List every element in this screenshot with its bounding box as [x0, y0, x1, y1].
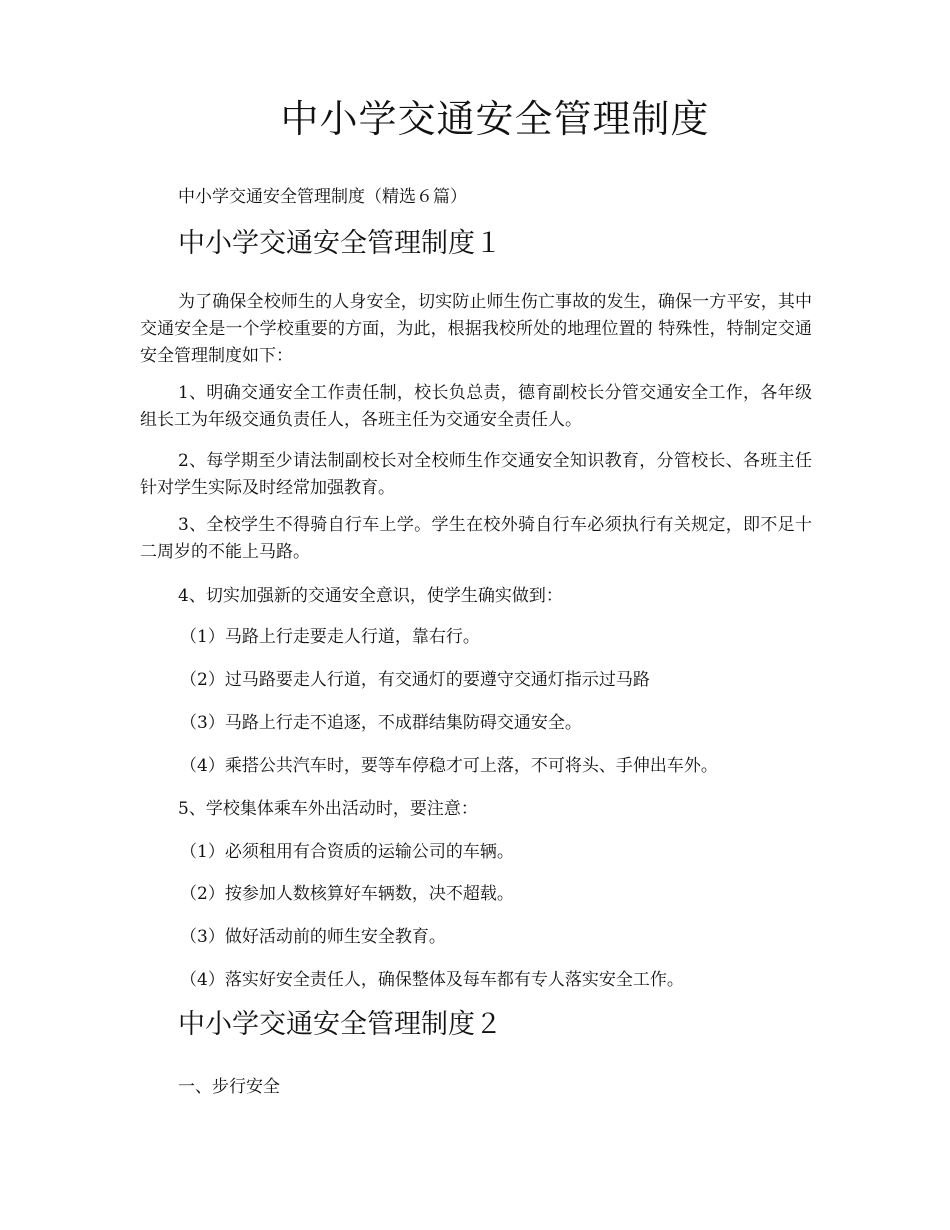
document-subtitle: 中小学交通安全管理制度（精选６篇） — [178, 187, 467, 207]
section-1-item-5-sub-2: （2）按参加人数核算好车辆数，决不超载。 — [180, 884, 514, 904]
section-1-item-5-sub-4: （4）落实好安全责任人，确保整体及每车都有专人落实安全工作。 — [180, 970, 684, 990]
section-1-item-4: 4、切实加强新的交通安全意识，使学生确实做到： — [178, 586, 563, 606]
section-1-item-1: 1、明确交通安全工作责任制，校长负总责，德育副校长分管交通安全工作，各年级组长工为年级交通负责任人，各班主任为交通安全责任人。 — [140, 383, 812, 430]
section-1-item-4-sub-3: （3）马路上行走不追逐，不成群结集防碍交通安全。 — [180, 713, 582, 733]
section-heading-2: 中小学交通安全管理制度２ — [178, 1009, 502, 1040]
section-1-item-2: 2、每学期至少请法制副校长对全校师生作交通安全知识教育，分管校长、各班主任针对学生实际及时经常加强教育。 — [140, 451, 812, 498]
section-1-item-4-sub-2: （2）过马路要走人行道，有交通灯的要遵守交通灯指示过马路 — [180, 670, 650, 690]
section-1-item-4-sub-1: （1）马路上行走要走人行道，靠右行。 — [180, 627, 480, 647]
section-1-intro: 为了确保全校师生的人身安全，切实防止师生伤亡事故的发生，确保一方平安，其中交通安全是一个学校重要的方面，为此，根据我校所处的地理位置的 特殊性，特制定交通安全管理制度如下： — [140, 292, 812, 366]
section-1-item-5-sub-3: （3）做好活动前的师生安全教育。 — [180, 927, 446, 947]
section-heading-1: 中小学交通安全管理制度１ — [178, 228, 502, 259]
section-1-item-4-sub-4: （4）乘搭公共汽车时，要等车停稳才可上落，不可将头、手伸出车外。 — [180, 756, 718, 776]
section-1-item-5: 5、学校集体乘车外出活动时，要注意： — [178, 799, 478, 819]
section-2-item-1: 一、步行安全 — [178, 1077, 280, 1097]
document-title: 中小学交通安全管理制度 — [280, 97, 710, 141]
section-1-item-5-sub-1: （1）必须租用有合资质的运输公司的车辆。 — [180, 842, 514, 862]
section-1-item-3: 3、全校学生不得骑自行车上学。学生在校外骑自行车必须执行有关规定，即不足十二周岁的不能上马路。 — [140, 515, 812, 562]
